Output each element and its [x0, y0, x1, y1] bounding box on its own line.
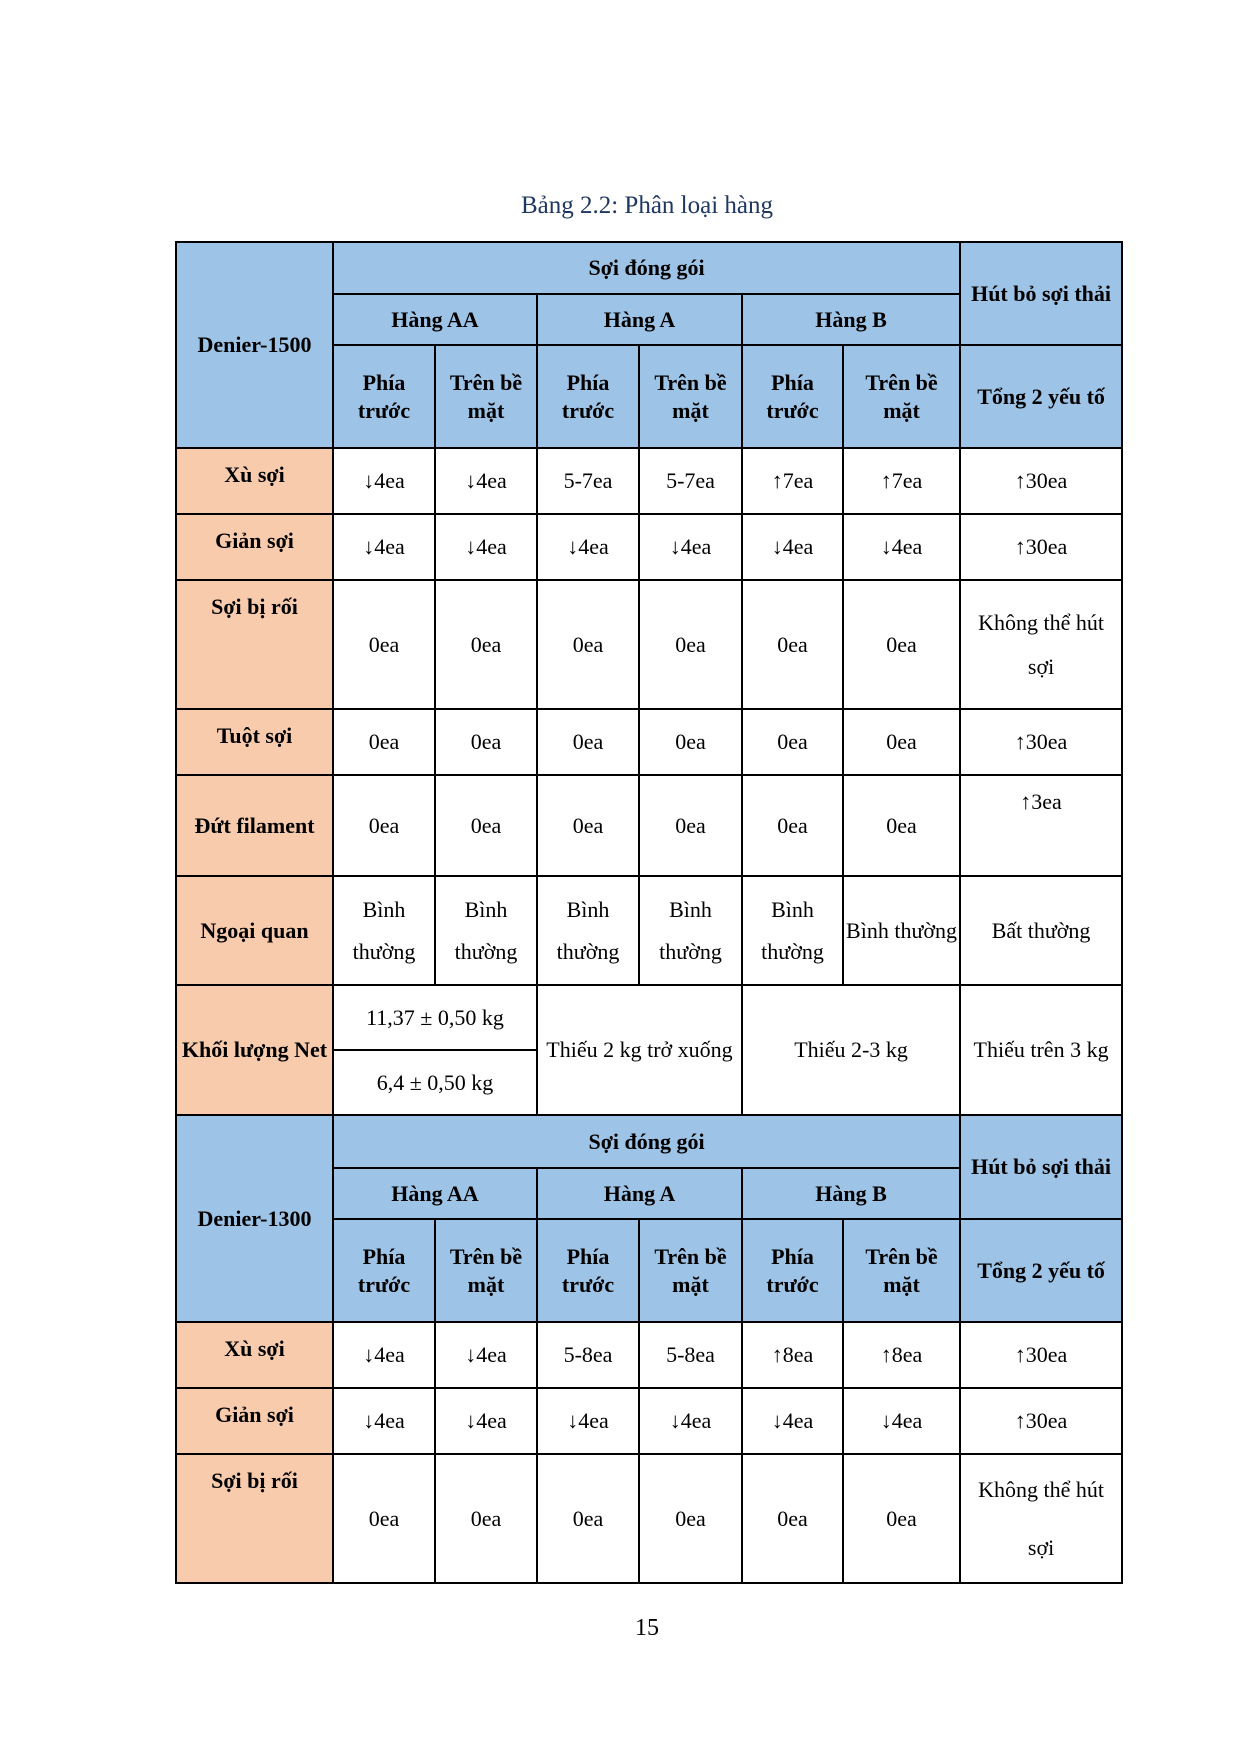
row-label: Xù sợi [176, 448, 333, 514]
header-surface: Trên bề mặt [435, 1219, 537, 1322]
cell: ↓4ea [333, 448, 435, 514]
cell: ↓4ea [333, 1388, 435, 1454]
cell: 0ea [742, 775, 843, 876]
cell: ↓4ea [333, 514, 435, 580]
header-waste: Hút bỏ sợi thải [960, 1115, 1122, 1219]
cell: 0ea [742, 1454, 843, 1583]
section-title: Denier-1300 [176, 1115, 333, 1322]
cell: ↓4ea [435, 514, 537, 580]
cell: 0ea [742, 709, 843, 775]
header-packed: Sợi đóng gói [333, 242, 960, 294]
cell: ↓4ea [333, 1322, 435, 1388]
section-title: Denier-1500 [176, 242, 333, 448]
cell: Thiếu 2-3 kg [742, 985, 960, 1115]
cell: ↓4ea [843, 1388, 960, 1454]
cell: 0ea [435, 580, 537, 709]
cell: ↑8ea [742, 1322, 843, 1388]
header-front: Phía trước [537, 345, 639, 448]
header-front: Phía trước [742, 345, 843, 448]
row-label: Sợi bị rối [176, 1454, 333, 1583]
header-packed: Sợi đóng gói [333, 1115, 960, 1168]
cell: ↓4ea [639, 514, 742, 580]
cell: 0ea [843, 580, 960, 709]
header-front: Phía trước [333, 1219, 435, 1322]
table-row [176, 1388, 1122, 1454]
table-row [176, 580, 1122, 709]
row-label: Xù sợi [176, 1322, 333, 1388]
header-grade-aa: Hàng AA [333, 1168, 537, 1219]
row-label: Giản sợi [176, 1388, 333, 1454]
cell: ↑7ea [843, 448, 960, 514]
table-row [176, 514, 1122, 580]
classification-table [175, 241, 1123, 1584]
cell: 0ea [843, 1454, 960, 1583]
cell: Bình thường [742, 876, 843, 985]
table-row [176, 876, 1122, 985]
cell: ↓4ea [537, 1388, 639, 1454]
cell: 0ea [639, 580, 742, 709]
cell: 5-8ea [639, 1322, 742, 1388]
row-label: Tuột sợi [176, 709, 333, 775]
table-row [176, 709, 1122, 775]
cell: Không thể hút sợi [960, 580, 1122, 709]
header-surface: Trên bề mặt [435, 345, 537, 448]
cell: 0ea [435, 1454, 537, 1583]
cell: 0ea [639, 775, 742, 876]
cell: 0ea [537, 1454, 639, 1583]
cell: Bất thường [960, 876, 1122, 985]
cell: ↑30ea [960, 448, 1122, 514]
header-grade-b: Hàng B [742, 294, 960, 345]
cell: Bình thường [435, 876, 537, 985]
cell: 0ea [843, 709, 960, 775]
cell: ↑3ea [960, 775, 1122, 876]
cell: ↓4ea [742, 514, 843, 580]
header-front: Phía trước [333, 345, 435, 448]
cell: 6,4 ± 0,50 kg [333, 1050, 537, 1115]
header-surface: Trên bề mặt [843, 1219, 960, 1322]
header-grade-b: Hàng B [742, 1168, 960, 1219]
cell: Bình thường [843, 876, 960, 985]
cell: 0ea [639, 1454, 742, 1583]
cell: Không thể hút sợi [960, 1454, 1122, 1583]
cell: Bình thường [639, 876, 742, 985]
table-row [176, 1322, 1122, 1388]
cell: Bình thường [537, 876, 639, 985]
cell: 0ea [537, 709, 639, 775]
row-label: Khối lượng Net [176, 985, 333, 1115]
header-front: Phía trước [537, 1219, 639, 1322]
cell: 5-8ea [537, 1322, 639, 1388]
header-front: Phía trước [742, 1219, 843, 1322]
header-total2: Tổng 2 yếu tố [960, 345, 1122, 448]
cell: 0ea [333, 709, 435, 775]
cell: 0ea [333, 1454, 435, 1583]
header-grade-a: Hàng A [537, 294, 742, 345]
cell: ↓4ea [639, 1388, 742, 1454]
header-total2: Tổng 2 yếu tố [960, 1219, 1122, 1322]
cell: ↑30ea [960, 1388, 1122, 1454]
cell: ↑8ea [843, 1322, 960, 1388]
cell: ↓4ea [742, 1388, 843, 1454]
row-label: Sợi bị rối [176, 580, 333, 709]
cell: ↑30ea [960, 1322, 1122, 1388]
cell: 11,37 ± 0,50 kg [333, 985, 537, 1050]
cell: 0ea [742, 580, 843, 709]
cell: 0ea [639, 709, 742, 775]
header-surface: Trên bề mặt [843, 345, 960, 448]
cell: 0ea [333, 580, 435, 709]
table-row [176, 775, 1122, 876]
header-grade-a: Hàng A [537, 1168, 742, 1219]
page-number: 15 [635, 1615, 659, 1641]
cell: ↓4ea [843, 514, 960, 580]
cell: ↓4ea [537, 514, 639, 580]
cell: 0ea [333, 775, 435, 876]
header-grade-aa: Hàng AA [333, 294, 537, 345]
cell: ↓4ea [435, 1322, 537, 1388]
row-label: Đứt filament [176, 775, 333, 876]
cell: 0ea [843, 775, 960, 876]
cell: 0ea [537, 775, 639, 876]
cell: ↓4ea [435, 448, 537, 514]
cell: Thiếu trên 3 kg [960, 985, 1122, 1115]
cell: 5-7ea [537, 448, 639, 514]
cell: Bình thường [333, 876, 435, 985]
cell: 0ea [537, 580, 639, 709]
cell: 0ea [435, 775, 537, 876]
cell: 0ea [435, 709, 537, 775]
cell: ↑30ea [960, 514, 1122, 580]
table-caption: Bảng 2.2: Phân loại hàng [520, 192, 774, 219]
header-surface: Trên bề mặt [639, 1219, 742, 1322]
cell: ↓4ea [435, 1388, 537, 1454]
table-row [176, 985, 1122, 1050]
cell: Thiếu 2 kg trở xuống [537, 985, 742, 1115]
table-row [176, 448, 1122, 514]
row-label: Giản sợi [176, 514, 333, 580]
table-row [176, 1454, 1122, 1583]
row-label: Ngoại quan [176, 876, 333, 985]
header-surface: Trên bề mặt [639, 345, 742, 448]
cell: ↑30ea [960, 709, 1122, 775]
cell: 5-7ea [639, 448, 742, 514]
cell: ↑7ea [742, 448, 843, 514]
header-waste: Hút bỏ sợi thải [960, 242, 1122, 345]
